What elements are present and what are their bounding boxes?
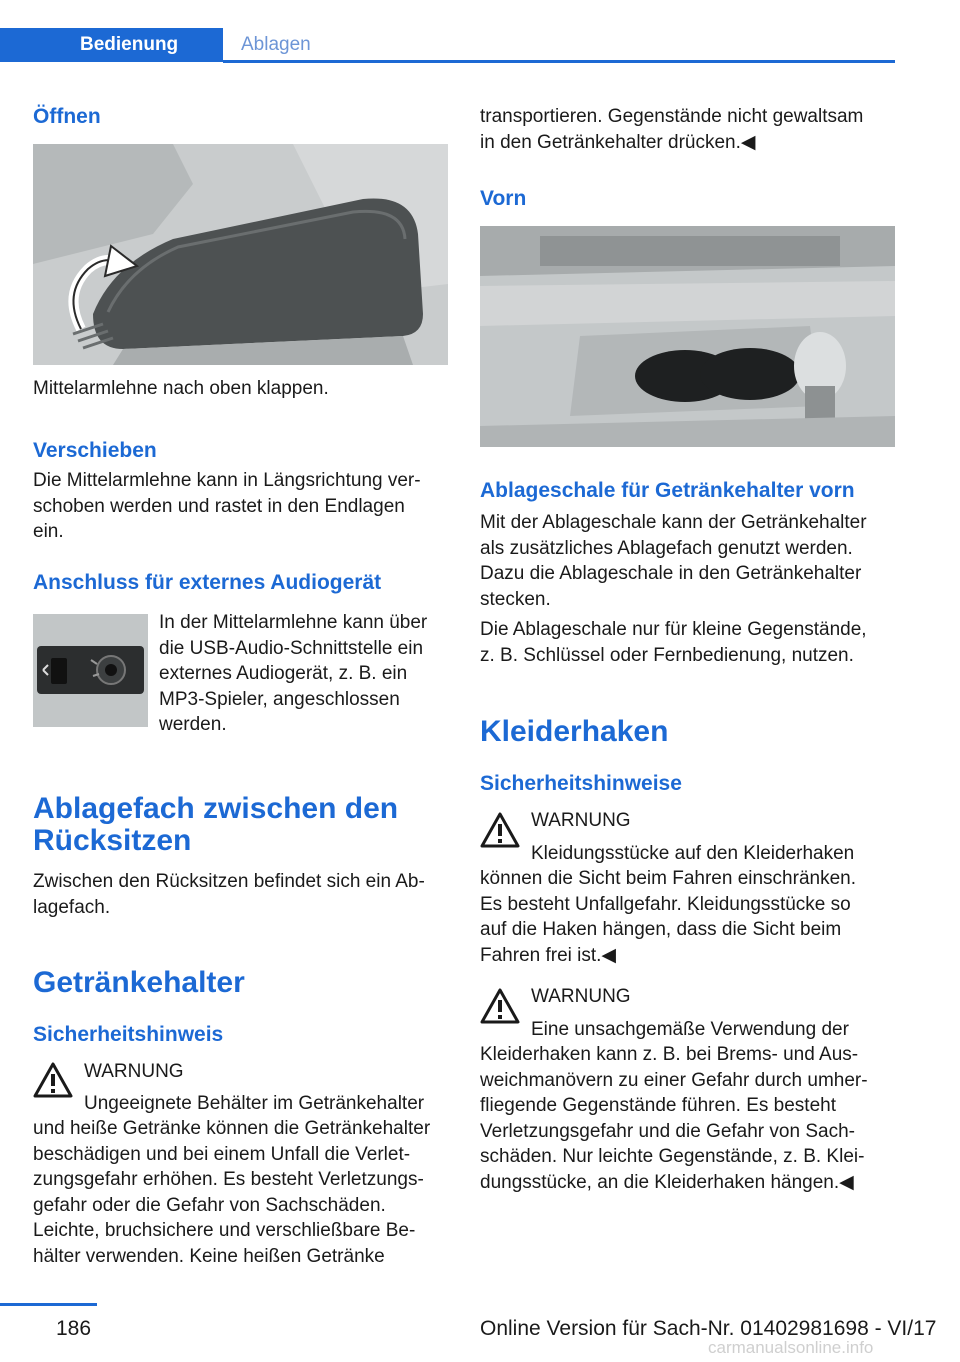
warning-triangle-icon: [480, 988, 520, 1024]
warning-triangle-icon: [480, 812, 520, 848]
heading-getraenkehalter: Getränkehalter: [33, 966, 245, 999]
tab-bedienung[interactable]: Bedienung: [0, 28, 223, 62]
footer-online-version: Online Version für Sach-Nr. 01402981698 - VI/17: [480, 1317, 937, 1340]
warning-label: WARNUNG: [531, 986, 631, 1007]
usb-audio-illustration: [33, 614, 148, 727]
heading-ablagefach: Ablagefach zwischen den Rücksitzen: [33, 792, 399, 857]
usb-audio-photo: [33, 614, 148, 727]
cupholder-photo: [480, 226, 895, 447]
tab-ablagen[interactable]: Ablagen: [241, 34, 311, 55]
heading-kleiderhaken: Kleiderhaken: [480, 715, 669, 748]
warning-text: und heiße Getränke können die Getränkehalter beschädigen und bei einem Unfall die Verlet- zungsgefahr erhöhen. Es besteht Verletzungs- gefahr oder die Gefahr von Sachschäden. Leichte, bruchsichere und verschließbare Be- hälter verwenden. Keine heißen Getränke: [33, 1118, 431, 1267]
cupholder-illustration: [480, 226, 895, 447]
text-ablageschale-2: Die Ablageschale nur für kleine Gegenstände, z. B. Schlüssel oder Fernbedienung, nutzen.: [480, 619, 867, 666]
warning-triangle-icon: [33, 1062, 73, 1098]
text-audio: In der Mittelarmlehne kann über die USB-Audio-Schnittstelle ein externes Audiogerät, z. B. ein MP3-Spieler, angeschlossen werden.: [159, 612, 428, 735]
caption-armrest: Mittelarmlehne nach oben klappen.: [33, 378, 329, 399]
text-continued: transportieren. Gegenstände nicht gewaltsam in den Getränkehalter drücken.◀: [480, 106, 864, 153]
warning-label: WARNUNG: [531, 810, 631, 831]
heading-oeffnen: Öffnen: [33, 105, 101, 128]
heading-sicherheitshinweis: Sicherheitshinweis: [33, 1023, 224, 1046]
text-ablagefach: Zwischen den Rücksitzen befindet sich ein Ab- lagefach.: [33, 871, 425, 918]
text-verschieben: Die Mittelarmlehne kann in Längsrichtung ver- schoben werden und rastet in den Endlagen ein.: [33, 470, 421, 542]
warning-text-first: Kleidungsstücke auf den Kleiderhaken: [531, 843, 855, 864]
header-tabs: [0, 28, 325, 62]
heading-verschieben: Verschieben: [33, 439, 157, 462]
warning-text: können die Sicht beim Fahren einschränken. Es besteht Unfallgefahr. Kleidungsstücke so auf die Haken hängen, dass die Sicht beim Fahren frei ist.◀: [480, 868, 857, 966]
watermark: carmanualsonline.info: [708, 1338, 874, 1357]
page-number: 186: [56, 1317, 92, 1340]
armrest-illustration: [33, 144, 448, 365]
footer-rule: [0, 1303, 97, 1306]
heading-vorn: Vorn: [480, 187, 527, 210]
warning-text: Kleiderhaken kann z. B. bei Brems- und Aus- weichmanövern zu einer Gefahr durch umher- fliegende Gegenstände führen. Es besteht Verletzungsgefahr und die Gefahr von Sach- schäden. Nur leichte Gegenstände, z. B. Klei- dungsstücke, an die Kleiderhaken hängen.◀: [480, 1044, 868, 1193]
text-ablageschale-1: Mit der Ablageschale kann der Getränkehalter als zusätzliches Ablagefach genutzt werden. Dazu die Ablageschale in den Getränkehalter stecken.: [480, 512, 867, 610]
armrest-photo: [33, 144, 448, 365]
warning-text-first: Ungeeignete Behälter im Getränkehalter: [84, 1093, 425, 1114]
heading-sicherheitshinweise: Sicherheitshinweise: [480, 772, 682, 795]
warning-label: WARNUNG: [84, 1061, 184, 1082]
warning-text-first: Eine unsachgemäße Verwendung der: [531, 1019, 849, 1040]
heading-audio: Anschluss für externes Audiogerät: [33, 571, 382, 594]
heading-ablageschale: Ablageschale für Getränkehalter vorn: [480, 479, 855, 502]
header-rule: [223, 60, 895, 63]
